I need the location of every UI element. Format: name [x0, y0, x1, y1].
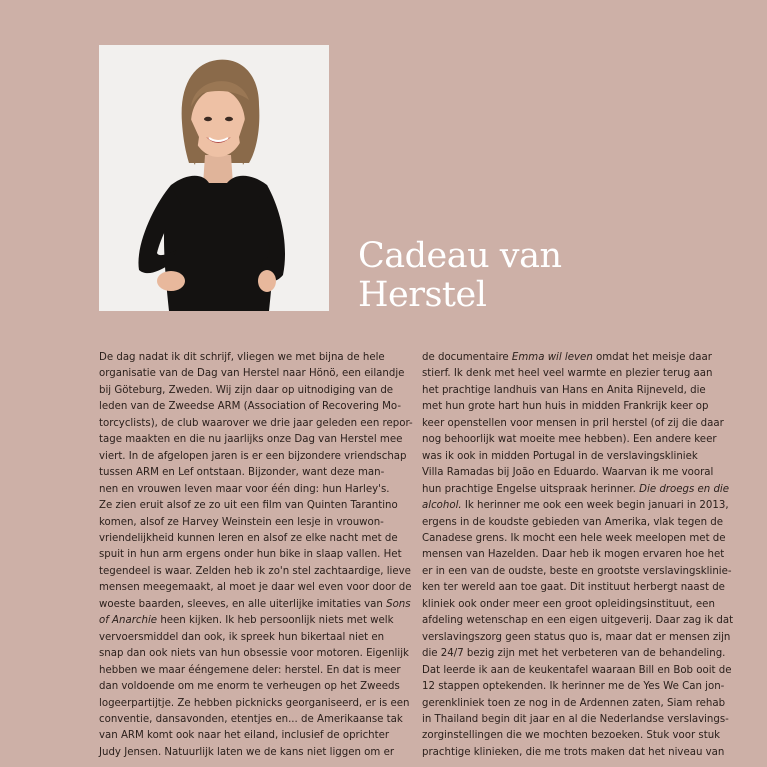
paragraph-line: organisatie van de Dag van Herstel naar Hönö, een eilandje: [99, 368, 405, 380]
paragraph-line: hebben we maar ééngemene deler: herstel. En dat is meer: [99, 664, 401, 676]
paragraph-line: stierf. Ik denk met heel veel warmte en plezier terug aan: [422, 368, 713, 380]
paragraph-line: spuit in hun arm ergens onder hun bike in slaap vallen. Het: [99, 549, 402, 561]
paragraph-line: van ARM komt ook naar het eiland, inclusief de oprichter: [99, 730, 390, 742]
italic-title: Sons: [386, 598, 411, 610]
paragraph-line: Judy Jensen. Natuurlijk laten we de kans niet liggen om er: [99, 746, 395, 758]
left-column: [99, 350, 413, 761]
paragraph-line: Canadese grens. Ik mocht een hele week meelopen met de: [422, 532, 726, 544]
italic-title: Emma wil leven: [511, 352, 593, 363]
paragraph-line: [99, 613, 399, 629]
paragraph-line: die 24/7 bezig zijn met het verbeteren van de behandeling.: [422, 648, 726, 660]
title-line-1: Cadeau van: [358, 236, 562, 276]
paragraph-line: nen en vrouwen leven maar voor één ding: hun Harley's.: [99, 483, 390, 495]
paragraph-line: bij Göteburg, Zweden. Wij zijn daar op uitnodiging van de: [99, 384, 394, 396]
paragraph-line: De dag nadat ik dit schrijf, vliegen we met bijna de hele: [99, 352, 385, 363]
paragraph-line: torcyclists), de club waarover we drie jaar geleden een repor-: [99, 417, 413, 429]
paragraph-line: tussen ARM en Lef ontstaan. Bijzonder, want deze man-: [99, 467, 385, 479]
paragraph-line: [99, 597, 411, 613]
paragraph-line: nog behoorlijk wat moeite mee hebben). Een andere keer: [422, 434, 717, 446]
paragraph-line: prachtige klinieken, die me trots maken dat het niveau van: [422, 746, 725, 758]
paragraph-line: mensen van Hazelden. Daar heb ik mogen ervaren hoe het: [422, 549, 725, 561]
paragraph-line: conventie, dansavonden, etentjes en... de Amerikaanse tak: [99, 713, 403, 725]
paragraph-line: logeerpartijtje. Ze hebben picknicks georganiseerd, er is een: [99, 697, 410, 709]
paragraph-line: snap dan ook niets van hun obsessie voor motoren. Eigenlijk: [99, 648, 409, 660]
paragraph-line: ken ter wereld aan toe gaat. Dit instituut herbergt naast de: [422, 582, 725, 594]
paragraph-line: vervoersmiddel dan ook, ik spreek hun bikertaal niet en: [99, 631, 385, 643]
text-span: heen kijken. Ik heb persoonlijk niets met welk: [157, 615, 394, 627]
paragraph-line: in Thailand begin dit jaar en al die Nederlandse verslavings-: [422, 713, 729, 725]
text-span: Ik herinner me ook een week begin januari in 2013,: [461, 500, 729, 512]
paragraph-line: [422, 482, 730, 498]
paragraph-line: verslavingszorg geen status quo is, maar dat er mensen zijn: [422, 631, 731, 643]
right-column: [422, 350, 734, 761]
paragraph-line: het prachtige landhuis van Hans en Anita Rijneveld, die: [422, 384, 706, 396]
paragraph-line: afdeling wetenschap en een eigen uitgeverij. Daar zag ik dat: [422, 615, 734, 627]
italic-title: of Anarchie: [99, 615, 158, 627]
article-title: [358, 237, 561, 315]
paragraph-line: gerenkliniek toen ze nog in de Ardennen zaten, Siam rehab: [422, 697, 726, 709]
paragraph-line: tegendeel is waar. Zelden heb ik zo'n stel zachtaardige, lieve: [99, 565, 411, 577]
paragraph-line: [422, 350, 722, 366]
paragraph-line: dan voldoende om me enorm te verheugen op het Zweeds: [99, 681, 400, 693]
paragraph-line: ergens in de koudste gebieden van Amerika, vlak tegen de: [422, 516, 723, 528]
italic-quote: alcohol.: [422, 500, 462, 512]
paragraph-line: leden van de Zweedse ARM (Association of Recovering Mo-: [99, 401, 402, 413]
paragraph-line: Dat leerde ik aan de keukentafel waaraan Bill en Bob ooit de: [422, 664, 732, 676]
paragraph-line: kliniek ook onder meer een groot opleidingsinstituut, een: [422, 598, 715, 610]
portrait-photo: [99, 45, 329, 311]
paragraph-line: tage maakten en die nu jaarlijks onze Dag van Herstel mee: [99, 434, 403, 446]
title-line-2: Herstel: [358, 275, 487, 315]
paragraph-line: Ze zien eruit alsof ze zo uit een film van Quinten Tarantino: [99, 500, 398, 512]
text-span: de documentaire: [422, 352, 512, 363]
paragraph-line: viert. In de afgelopen jaren is er een bijzondere vriendschap: [99, 450, 407, 462]
paragraph-line: vriendelijkheid kunnen leren en alsof ze elke nacht met de: [99, 532, 398, 544]
text-span: woeste baarden, sleeves, en alle uiterlijke imitaties van: [99, 598, 387, 610]
paragraph-line: keer openstellen voor mensen in pril herstel (of zij die daar: [422, 417, 724, 429]
paragraph-line: 12 stappen optekenden. Ik herinner me de Yes We Can jon-: [422, 681, 725, 693]
italic-quote: Die droegs en die: [639, 483, 730, 495]
paragraph-line: komen, alsof ze Harvey Weinstein een lesje in vrouwon-: [99, 516, 384, 528]
paragraph-line: [422, 498, 729, 514]
text-span: hun prachtige Engelse uitspraak herinner.: [422, 483, 640, 495]
paragraph-line: Villa Ramadas bij João en Eduardo. Waarvan ik me vooral: [422, 467, 714, 479]
paragraph-line: was ik ook in midden Portugal in de verslavingskliniek: [422, 450, 698, 462]
paragraph-line: met hun grote hart hun huis in midden Frankrijk keer op: [422, 401, 709, 413]
text-span: omdat het meisje daar: [592, 352, 712, 363]
paragraph-line: mensen meegemaakt, al moet je daar wel even voor door de: [99, 582, 412, 594]
paragraph-line: zorginstellingen die we mochten bezoeken. Stuk voor stuk: [422, 730, 721, 742]
paragraph-line: er in een van de oudste, beste en grootste verslavingsklinie-: [422, 565, 732, 577]
